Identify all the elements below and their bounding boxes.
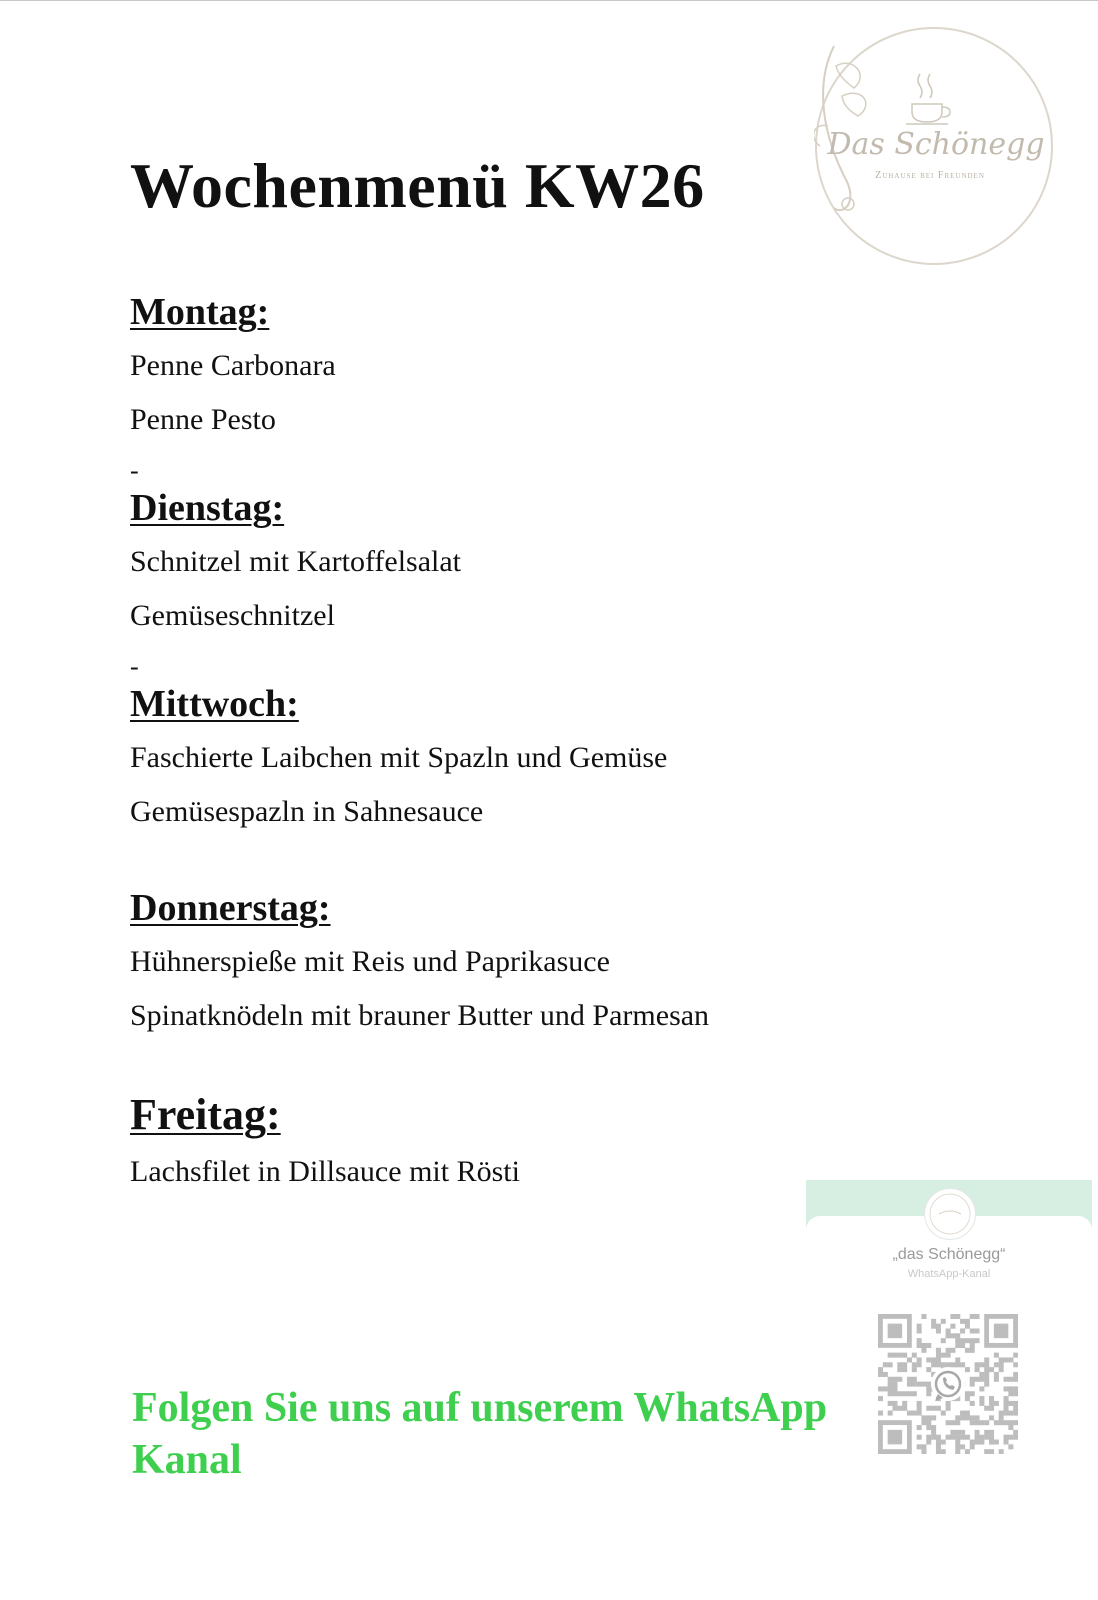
day-tuesday (130, 486, 830, 682)
day-heading: Freitag: (130, 1090, 281, 1139)
spacer (130, 1052, 830, 1090)
day-heading: Mittwoch: (130, 683, 299, 725)
whatsapp-follow-text: Folgen Sie uns auf unserem WhatsApp Kanal (132, 1385, 828, 1483)
day-friday (130, 1090, 830, 1190)
brand-logo (814, 26, 1064, 276)
separator: - (130, 652, 139, 681)
logo-brand-text: Das Schönegg (827, 127, 1045, 162)
day-wednesday (130, 682, 830, 886)
day-heading: Dienstag: (130, 487, 285, 529)
page-title: Wochenmenü KW26 (130, 150, 705, 221)
channel-type: WhatsApp-Kanal (907, 1268, 991, 1280)
separator: - (130, 456, 139, 485)
avatar-logo-icon (925, 1189, 975, 1239)
top-border (0, 0, 1098, 1)
qr-code-graphic (878, 1314, 1018, 1454)
dish: Gemüseschnitzel (130, 599, 335, 632)
channel-name: „das Schönegg“ (892, 1246, 1006, 1263)
dish: Gemüsespazln in Sahnesauce (130, 795, 484, 828)
day-monday (130, 290, 830, 486)
dish: Lachsfilet in Dillsauce mit Rösti (130, 1155, 520, 1188)
day-heading: Montag: (130, 291, 270, 333)
day-thursday (130, 886, 830, 1090)
dish: Spinatknödeln mit brauner Butter und Parmesan (130, 999, 710, 1032)
avatar (924, 1188, 976, 1240)
whatsapp-icon (931, 1367, 965, 1401)
logo-tagline: Zuhause bei Freunden (875, 170, 985, 181)
dish: Schnitzel mit Kartoffelsalat (130, 545, 462, 578)
dish: Penne Pesto (130, 403, 276, 436)
dish: Faschierte Laibchen mit Spazln und Gemüse (130, 741, 668, 774)
weekly-menu (130, 290, 830, 1208)
day-heading: Donnerstag: (130, 887, 331, 929)
logo-graphic (814, 26, 1064, 276)
dish: Hühnerspieße mit Reis und Paprikasuce (130, 945, 610, 978)
spacer (130, 848, 830, 886)
dish: Penne Carbonara (130, 349, 336, 382)
qr-code[interactable] (878, 1314, 1018, 1454)
coffee-cup-icon (906, 74, 950, 124)
